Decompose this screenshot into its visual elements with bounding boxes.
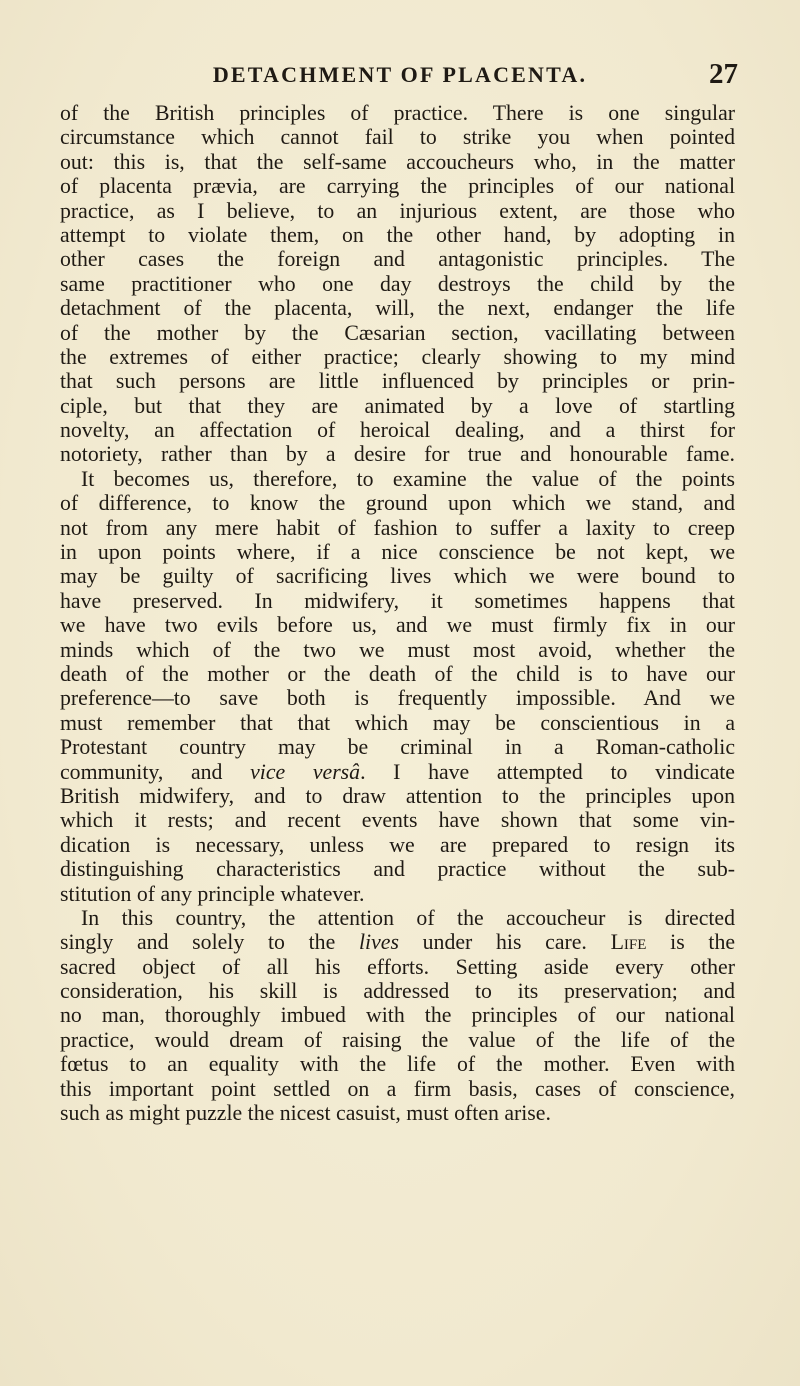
text-line: practice, would dream of raising the value of the life of the: [60, 1027, 735, 1052]
paragraph-2: [60, 467, 735, 906]
text-line: dication is necessary, unless we are prepared to resign its: [60, 832, 735, 857]
running-head: [60, 58, 740, 88]
text-line: singly and solely to the lives under his care. Life is the: [60, 930, 736, 955]
text-line: In this country, the attention of the accoucheur is directed: [81, 905, 735, 930]
text-line: of difference, to know the ground upon which we stand, and: [60, 491, 735, 516]
text-line: not from any mere habit of fashion to suffer a laxity to creep: [60, 515, 735, 540]
text-line: have preserved. In midwifery, it sometimes happens that: [60, 588, 735, 613]
text-line: It becomes us, therefore, to examine the value of the points: [81, 466, 735, 491]
paragraph-1: [60, 101, 735, 467]
text-line: novelty, an affectation of heroical dealing, and a thirst for: [60, 418, 735, 443]
text-line: minds which of the two we must most avoid, whether the: [60, 637, 735, 662]
text-line: this important point settled on a firm basis, cases of conscience,: [60, 1076, 735, 1101]
text-line: sacred object of all his efforts. Setting aside every other: [60, 954, 735, 979]
text-line: Protestant country may be criminal in a Roman-catholic: [60, 735, 735, 760]
text-line: other cases the foreign and antagonistic principles. The: [60, 247, 735, 272]
paragraph-3: [60, 906, 735, 1126]
text-line: out: this is, that the self-same accoucheurs who, in the matter: [60, 149, 735, 174]
text-line: of placenta prævia, are carrying the principles of our national: [60, 174, 735, 199]
text-line: detachment of the placenta, will, the next, endanger the life: [60, 296, 735, 321]
text-line: in upon points where, if a nice conscience be not kept, we: [60, 540, 735, 565]
text-line: consideration, his skill is addressed to its preservation; and: [60, 979, 735, 1004]
text-line: preference—to save both is frequently impossible. And we: [60, 686, 735, 711]
text-line: practice, as I believe, to an injurious extent, are those who: [60, 198, 735, 223]
text-line: fœtus to an equality with the life of the mother. Even with: [60, 1052, 735, 1077]
page-number: 27: [709, 58, 738, 90]
text-line: ciple, but that they are animated by a love of startling: [60, 393, 735, 418]
text-line: the extremes of either practice; clearly showing to my mind: [60, 344, 735, 369]
text-line: we have two evils before us, and we must firmly fix in our: [60, 613, 735, 638]
text-line: that such persons are little influenced by principles or prin-: [60, 369, 735, 394]
text-line: same practitioner who one day destroys the child by the: [60, 271, 735, 296]
body-text: [60, 101, 735, 1125]
running-title: DETACHMENT OF PLACENTA.: [212, 62, 588, 87]
text-line: which it rests; and recent events have shown that some vin-: [60, 808, 735, 833]
text-line: circumstance which cannot fail to strike you when pointed: [60, 125, 735, 150]
text-line: may be guilty of sacrificing lives which we were bound to: [60, 564, 735, 589]
text-line: community, and vice versâ. I have attempted to vindicate: [60, 759, 735, 784]
text-line: must remember that that which may be conscientious in a: [60, 710, 735, 735]
text-line: death of the mother or the death of the child is to have our: [60, 661, 735, 686]
text-line: of the British principles of practice. There is one singular: [60, 101, 735, 125]
text-line: attempt to violate them, on the other hand, by adopting in: [60, 222, 735, 247]
text-line: distinguishing characteristics and practice without the sub-: [60, 857, 735, 882]
text-line: British midwifery, and to draw attention to the principles upon: [60, 783, 735, 808]
text-line: such as might puzzle the nicest casuist, must often arise.: [60, 1101, 551, 1126]
text-line: of the mother by the Cæsarian section, vacillating between: [60, 320, 735, 345]
text-line: notoriety, rather than by a desire for true and honourable fame.: [60, 442, 735, 467]
text-line: stitution of any principle whatever.: [60, 881, 365, 906]
text-line: no man, thoroughly imbued with the principles of our national: [60, 1003, 735, 1028]
